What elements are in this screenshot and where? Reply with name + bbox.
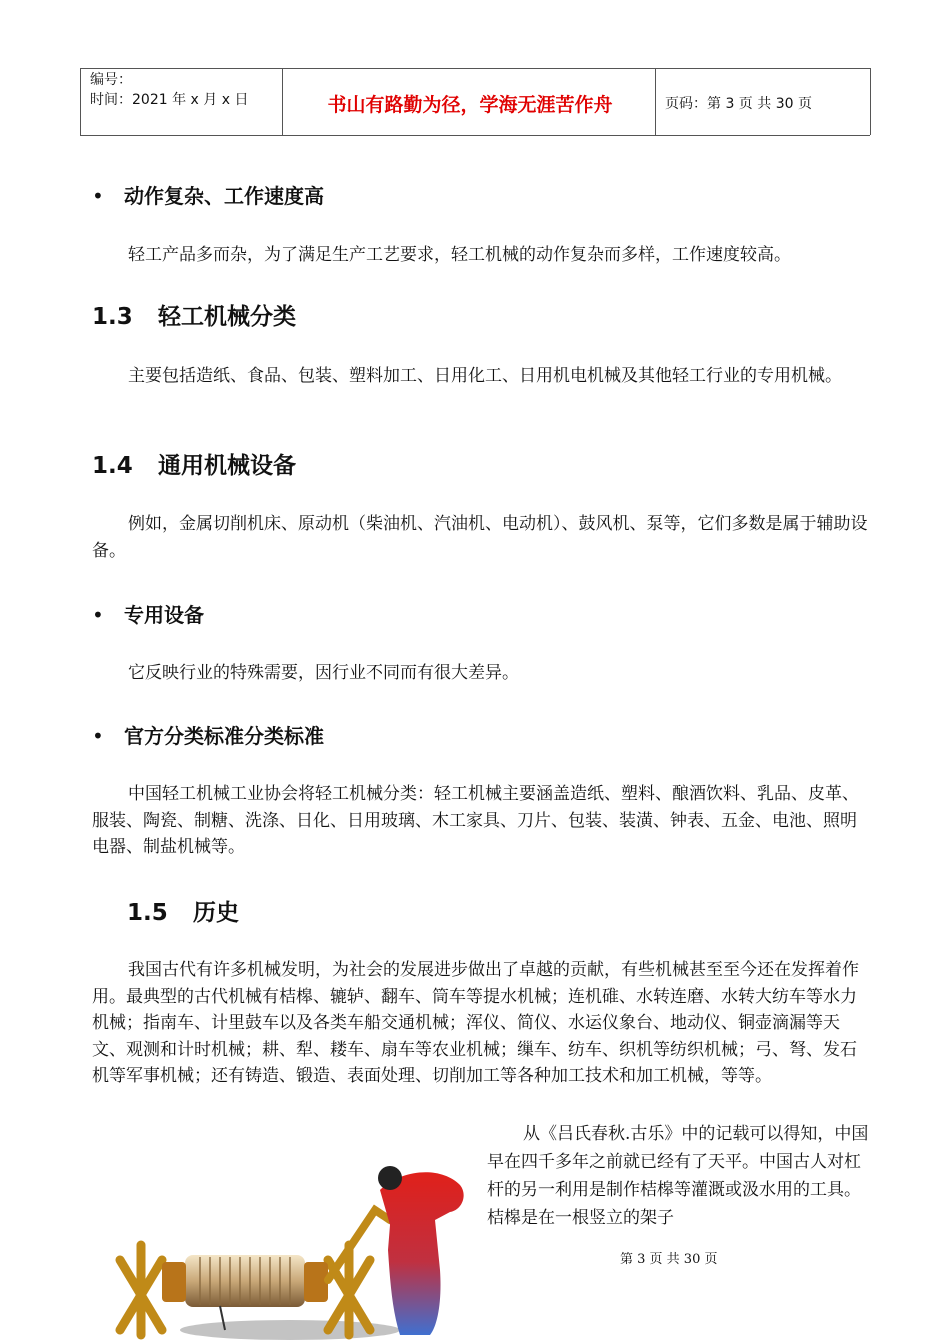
human-figure xyxy=(380,1172,464,1335)
header-meta xyxy=(90,70,248,110)
header-number: 编号： xyxy=(90,72,132,88)
section-heading xyxy=(92,298,296,331)
section-heading xyxy=(127,894,239,927)
header-date: 时间：2021 年 x 月 x 日 xyxy=(90,92,249,108)
figure-head xyxy=(378,1166,402,1190)
paragraph: 轻工产品多而杂，为了满足生产工艺要求，轻工机械的动作复杂而多样，工作速度较高。 xyxy=(128,245,791,265)
header-divider xyxy=(80,68,81,135)
right-post xyxy=(328,1245,370,1335)
bullet-title: 专用设备 xyxy=(124,603,204,627)
windlass-drum xyxy=(185,1255,305,1307)
section-title: 轻工机械分类 xyxy=(158,304,296,330)
paragraph: 主要包括造纸、食品、包装、塑料加工、日用化工、日用机电机械及其他轻工行业的专用机械。 xyxy=(128,366,842,386)
crank-handle xyxy=(328,1210,390,1280)
left-post xyxy=(120,1245,162,1335)
paragraph: 例如，金属切削机床、原动机（柴油机、汽油机、电动机）、鼓风机、泵等，它们多数是属于辅助设备。 xyxy=(92,514,868,561)
header-divider xyxy=(870,68,871,135)
section-heading xyxy=(92,447,296,480)
bullet-icon: • xyxy=(92,184,104,208)
bullet-icon: • xyxy=(92,724,104,748)
header-page-info: 页码：第 3 页 共 30 页 xyxy=(665,96,812,112)
bullet-heading xyxy=(92,180,324,209)
windlass-illustration xyxy=(90,1130,490,1344)
bullet-title: 官方分类标准分类标准 xyxy=(124,724,324,748)
header-divider xyxy=(282,68,283,135)
bullet-title: 动作复杂、工作速度高 xyxy=(124,184,324,208)
section-title: 通用机械设备 xyxy=(158,453,296,479)
section-number: 1.4 xyxy=(92,453,133,479)
header-motto: 书山有路勤为径，学海无涯苦作舟 xyxy=(327,94,613,116)
page-footer: 第 3 页 共 30 页 xyxy=(620,1252,718,1267)
header-divider xyxy=(655,68,656,135)
section-title: 历史 xyxy=(193,900,239,926)
bullet-heading xyxy=(92,720,324,749)
drum-end xyxy=(304,1262,328,1302)
paragraph: 它反映行业的特殊需要，因行业不同而有很大差异。 xyxy=(128,663,519,683)
bullet-icon: • xyxy=(92,603,104,627)
paragraph: 从《吕氏春秋.古乐》中的记载可以得知，中国早在四千多年之前就已经有了天平。中国古人对杠杆的另一利用是制作桔槔等灌溉或汲水用的工具。桔槔是在一根竖立的架子 xyxy=(487,1124,869,1228)
paragraph: 我国古代有许多机械发明，为社会的发展进步做出了卓越的贡献，有些机械甚至至今还在发挥着作用。最典型的古代机械有桔槔、辘轳、翻车、筒车等提水机械；连机碓、水转连磨、水转大纺车等水力机械；指南车、计里鼓车以及各类车船交通机械；浑仪、简仪、水运仪象台、地动仪、铜壶滴漏等天文、观测和计时机械；耕、犁、耧车、扇车等农业机械；缫车、纺车、织机等纺织机械；弓、弩、发石机等军事机械；还有铸造、锻造、表面处理、切削加工等各种加工技术和加工机械，等等。 xyxy=(92,960,859,1086)
paragraph: 中国轻工机械工业协会将轻工机械分类：轻工机械主要涵盖造纸、塑料、酿酒饮料、乳品、皮革、服装、陶瓷、制糖、洗涤、日化、日用玻璃、木工家具、刀片、包装、装潢、钟表、五金、电池、照明电器、制盐机械等。 xyxy=(92,784,859,857)
drum-end xyxy=(162,1262,186,1302)
section-number: 1.3 xyxy=(92,304,133,330)
section-number: 1.5 xyxy=(127,900,168,926)
bullet-heading xyxy=(92,599,204,628)
header-top-rule xyxy=(80,68,870,69)
header-bottom-rule xyxy=(80,135,870,136)
